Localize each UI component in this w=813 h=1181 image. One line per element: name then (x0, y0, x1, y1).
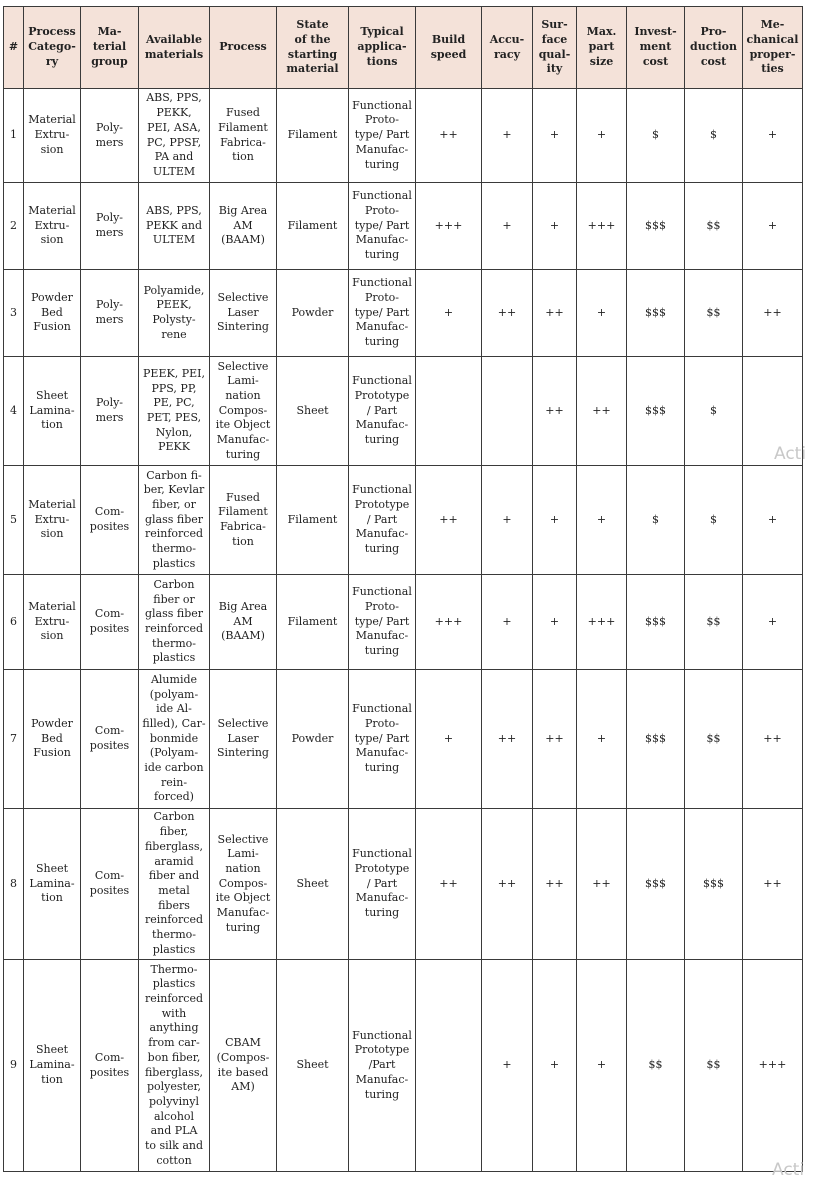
cell-text: $ (710, 128, 717, 142)
table-cell (349, 575, 416, 670)
table-cell (577, 960, 627, 1172)
table-cell (577, 183, 627, 270)
cell-text: $$$ (645, 218, 666, 232)
table-cell (685, 357, 743, 466)
cell-text: CBAM (Compos- ite based AM) (216, 1036, 270, 1094)
table-cell (24, 270, 81, 357)
cell-text: PEEK, PEI, PPS, PP, PE, PC, PET, PES, Nylon, PEKK (143, 366, 205, 454)
table-cell (4, 809, 24, 960)
cell-text: + (502, 512, 512, 526)
table-cell (533, 466, 577, 575)
header-cell: Build speed (416, 7, 482, 89)
cell-text: ++ (545, 305, 564, 319)
cell-text: ++ (763, 876, 782, 890)
cell-text: $$ (706, 305, 721, 319)
table-cell (482, 466, 533, 575)
cell-text: + (767, 218, 778, 232)
header-cell: Max. part size (577, 7, 627, 89)
table-cell (685, 809, 743, 960)
table-cell (482, 960, 533, 1172)
cell-text: + (596, 305, 607, 319)
cell-text: Functional Proto- type/ Part Manufac- turing (352, 276, 412, 349)
cell-text: Material Extru- sion (28, 113, 76, 156)
table-cell (349, 960, 416, 1172)
table-cell (533, 89, 577, 183)
header-cell: Available materials (139, 7, 210, 89)
cell-text: $$ (706, 218, 721, 232)
cell-text: ++ (592, 876, 611, 890)
table-cell (533, 670, 577, 809)
table-cell (349, 89, 416, 183)
table-cell (4, 270, 24, 357)
cell-text: + (549, 128, 560, 142)
table-cell (416, 357, 482, 466)
table-cell (685, 89, 743, 183)
table-cell (743, 89, 803, 183)
table-cell (81, 89, 139, 183)
table-row (4, 575, 803, 670)
table-cell (482, 575, 533, 670)
header-cell: # (4, 7, 24, 89)
table-cell (416, 670, 482, 809)
table-cell (416, 575, 482, 670)
cell-text: Sheet (296, 403, 329, 417)
table-cell (627, 89, 685, 183)
table-cell (533, 270, 577, 357)
cell-text: + (502, 218, 512, 232)
table-cell (743, 809, 803, 960)
header-cell: Typical applica- tions (349, 7, 416, 89)
table-cell (685, 466, 743, 575)
table-cell (743, 270, 803, 357)
cell-text: Com- posites (89, 607, 130, 635)
cell-text: Functional Prototype / Part Manufac- turing (352, 847, 412, 920)
table-cell (81, 466, 139, 575)
table-cell (139, 670, 210, 809)
cell-text: Filament (287, 512, 338, 526)
cell-text: $$$ (703, 876, 724, 890)
cell-text: ++ (592, 403, 611, 417)
table-cell (685, 183, 743, 270)
cell-text: ++ (497, 731, 517, 745)
cell-text: Functional Prototype /Part Manufac- turing (352, 1028, 412, 1101)
table-cell (416, 466, 482, 575)
table-cell (210, 89, 277, 183)
table-cell (139, 575, 210, 670)
cell-text: 7 (10, 731, 17, 745)
cell-text: ++ (545, 731, 564, 745)
cell-text: Powder (291, 731, 334, 745)
cell-text: ++ (439, 128, 458, 142)
table-cell (139, 89, 210, 183)
cell-text: 8 (10, 876, 17, 890)
table-cell (577, 466, 627, 575)
cell-text: $$ (648, 1058, 663, 1072)
table-cell (139, 270, 210, 357)
watermark-text: Acti (772, 1160, 805, 1180)
cell-text: Filament (287, 128, 338, 142)
cell-text: + (549, 512, 560, 526)
cell-text: $$$ (645, 614, 666, 628)
cell-text: + (596, 1058, 607, 1072)
cell-text: Com- posites (89, 505, 130, 533)
table-cell (277, 960, 349, 1172)
table-cell (4, 960, 24, 1172)
table-cell (210, 466, 277, 575)
table-row (4, 466, 803, 575)
cell-text: Big Area AM (BAAM) (218, 203, 268, 247)
cell-text: Sheet Lamina- tion (29, 861, 75, 905)
table-cell (277, 89, 349, 183)
cell-text: Filament (287, 614, 338, 628)
cell-text: Carbon fiber or glass fiber reinforced thermo- plastics (144, 577, 204, 665)
cell-text: $ (710, 403, 717, 417)
table-cell (685, 575, 743, 670)
table-cell (24, 89, 81, 183)
table-cell (743, 670, 803, 809)
table-row (4, 89, 803, 183)
table-cell (349, 357, 416, 466)
table-cell (81, 183, 139, 270)
table-cell (416, 960, 482, 1172)
header-row (4, 7, 803, 89)
cell-text: + (767, 614, 778, 628)
cell-text: 1 (10, 128, 17, 142)
cell-text: 6 (10, 614, 17, 628)
table-cell (210, 809, 277, 960)
table-row (4, 270, 803, 357)
table-cell (210, 960, 277, 1172)
cell-text: ++ (497, 305, 517, 319)
cell-text: +++ (434, 218, 463, 232)
table-cell (627, 960, 685, 1172)
cell-text: Carbon fiber, fiberglass, aramid fiber and metal fibers reinforced thermo- plastics (144, 810, 204, 956)
table-cell (277, 575, 349, 670)
cell-text: $$$ (645, 731, 666, 745)
table-cell (4, 670, 24, 809)
cell-text: $$ (706, 731, 721, 745)
cell-text: Powder Bed Fusion (31, 716, 73, 760)
table-cell (277, 809, 349, 960)
table-cell (24, 670, 81, 809)
table-cell (139, 466, 210, 575)
table-row (4, 960, 803, 1172)
cell-text: + (502, 614, 512, 628)
table-cell (24, 183, 81, 270)
cell-text: Thermo- plastics reinforced with anything from car- bon fiber, fiberglass, polyester, polyvinyl alcohol and PLA to silk and cotton (144, 962, 204, 1167)
cell-text: $$$ (645, 876, 666, 890)
table-cell (81, 357, 139, 466)
cell-text: Com- posites (89, 869, 130, 897)
cell-text: Poly- mers (95, 396, 124, 424)
cell-text: $ (652, 512, 659, 526)
table-cell (482, 670, 533, 809)
header-cell: Invest- ment cost (627, 7, 685, 89)
table-cell (482, 809, 533, 960)
cell-text: Fused Filament Fabrica- tion (218, 490, 268, 548)
cell-text: Selective Lami- nation Compos- ite Object Manufac- turing (215, 359, 271, 461)
table-row (4, 670, 803, 809)
cell-text: ABS, PPS, PEKK, PEI, ASA, PC, PPSF, PA and ULTEM (146, 91, 202, 178)
header-cell: Ma- terial group (81, 7, 139, 89)
cell-text: + (767, 512, 778, 526)
cell-text: +++ (587, 614, 616, 628)
cell-text: +++ (758, 1058, 787, 1072)
table-cell (349, 466, 416, 575)
cell-text: ++ (497, 876, 517, 890)
cell-text: $$ (706, 614, 721, 628)
cell-text: Selective Laser Sintering (217, 716, 269, 760)
table-cell (533, 960, 577, 1172)
table-cell (210, 270, 277, 357)
table-cell (533, 575, 577, 670)
table-cell (685, 270, 743, 357)
table-cell (81, 670, 139, 809)
cell-text: ABS, PPS, PEKK and ULTEM (145, 203, 203, 247)
table-cell (139, 357, 210, 466)
table-cell (4, 357, 24, 466)
table-cell (577, 270, 627, 357)
table-cell (416, 89, 482, 183)
table-cell (743, 960, 803, 1172)
cell-text: 2 (10, 218, 17, 232)
table-cell (743, 183, 803, 270)
table-cell (627, 466, 685, 575)
cell-text: Poly- mers (95, 120, 124, 149)
cell-text: Sheet (296, 876, 329, 890)
table-cell (533, 357, 577, 466)
table-cell (416, 183, 482, 270)
cell-text: Polyamide, PEEK, Polysty- rene (143, 283, 205, 341)
table-cell (743, 466, 803, 575)
cell-text: $$ (706, 1058, 721, 1072)
table-cell (482, 183, 533, 270)
cell-text: + (502, 128, 512, 142)
cell-text: Material Extru- sion (28, 599, 76, 643)
cell-text: Material Extru- sion (28, 203, 76, 247)
table-cell (577, 809, 627, 960)
table-cell (4, 575, 24, 670)
cell-text: Functional Proto- type/ Part Manufac- turing (352, 585, 412, 658)
table-cell (4, 89, 24, 183)
cell-text: Selective Laser Sintering (217, 290, 269, 334)
cell-text: ++ (439, 512, 458, 526)
cell-text: Sheet (296, 1058, 329, 1072)
header-cell: Sur- face qual- ity (533, 7, 577, 89)
cell-text: Functional Proto- type/ Part Manufac- turing (352, 98, 412, 171)
cell-text: + (549, 218, 560, 232)
cell-text: 9 (10, 1058, 17, 1072)
table-cell (416, 270, 482, 357)
table-cell (24, 809, 81, 960)
cell-text: Functional Prototype / Part Manufac- turing (352, 374, 412, 447)
table-row (4, 183, 803, 270)
watermark-text: Acti (774, 444, 807, 464)
table-cell (4, 466, 24, 575)
header-cell: Process Catego- ry (24, 7, 81, 89)
am-process-table (3, 6, 803, 1172)
table-cell (627, 183, 685, 270)
cell-text: Functional Prototype / Part Manufac- turing (352, 483, 412, 556)
table-cell (627, 270, 685, 357)
table-cell (416, 809, 482, 960)
cell-text: 4 (10, 403, 17, 417)
cell-text: ++ (545, 876, 564, 890)
cell-text: Functional Proto- type/ Part Manufac- turing (352, 189, 412, 262)
table-cell (277, 466, 349, 575)
table-cell (577, 575, 627, 670)
table-cell (349, 270, 416, 357)
cell-text: $$$ (645, 403, 666, 417)
table-cell (210, 670, 277, 809)
cell-text: ++ (763, 731, 782, 745)
header-cell: Accu- racy (482, 7, 533, 89)
cell-text: + (549, 1058, 560, 1072)
cell-text: Material Extru- sion (28, 497, 76, 541)
table-cell (81, 575, 139, 670)
table-cell (277, 670, 349, 809)
table-cell (139, 183, 210, 270)
header-cell: State of the starting material (277, 7, 349, 89)
table-cell (482, 89, 533, 183)
table-cell (24, 357, 81, 466)
table-cell (4, 183, 24, 270)
table-cell (277, 270, 349, 357)
cell-text: ++ (763, 305, 782, 319)
header-cell: Pro- duction cost (685, 7, 743, 89)
table-cell (277, 183, 349, 270)
table-cell (210, 575, 277, 670)
table-cell (627, 357, 685, 466)
table-cell (685, 670, 743, 809)
table-cell (139, 809, 210, 960)
table-cell (349, 809, 416, 960)
cell-text: Sheet Lamina- tion (29, 1043, 75, 1086)
table-cell (533, 809, 577, 960)
table-cell (627, 575, 685, 670)
cell-text: Poly- mers (95, 298, 124, 326)
cell-text: 5 (10, 512, 17, 526)
cell-text: + (596, 731, 607, 745)
cell-text: Powder Bed Fusion (31, 290, 73, 334)
cell-text: + (596, 128, 607, 142)
table-row (4, 809, 803, 960)
table-cell (627, 809, 685, 960)
table-cell (685, 960, 743, 1172)
cell-text: Fused Filament Fabrica- tion (218, 106, 268, 164)
cell-text: + (443, 731, 454, 745)
table-cell (533, 183, 577, 270)
table-cell (577, 670, 627, 809)
cell-text: Alumide (polyam- ide Al- filled), Car- bonmide (Polyam- ide carbon rein- forced) (142, 672, 206, 804)
cell-text: + (549, 614, 560, 628)
cell-text: Com- posites (89, 1050, 130, 1079)
cell-text: + (596, 512, 607, 526)
table-cell (24, 575, 81, 670)
table-cell (577, 89, 627, 183)
cell-text: +++ (587, 218, 616, 232)
header-cell: Me- chanical proper- ties (743, 7, 803, 89)
cell-text: + (767, 128, 778, 142)
table-cell (627, 670, 685, 809)
table-cell (24, 960, 81, 1172)
cell-text: Com- posites (89, 724, 130, 752)
table-cell (139, 960, 210, 1172)
cell-text: $ (710, 512, 717, 526)
cell-text: 3 (10, 305, 17, 319)
table-cell (81, 809, 139, 960)
table-row (4, 357, 803, 466)
header-cell: Process (210, 7, 277, 89)
table-cell (210, 183, 277, 270)
table-cell (81, 270, 139, 357)
cell-text: Carbon fi- ber, Kevlar fiber, or glass fiber reinforced thermo- plastics (143, 468, 205, 570)
cell-text: $ (652, 128, 659, 142)
table-cell (577, 357, 627, 466)
table-cell (349, 670, 416, 809)
table-cell (24, 466, 81, 575)
table-cell (277, 357, 349, 466)
cell-text: Filament (287, 218, 338, 232)
table-cell (482, 270, 533, 357)
cell-text: $$$ (645, 305, 666, 319)
cell-text: Functional Proto- type/ Part Manufac- turing (352, 702, 412, 775)
cell-text: ++ (545, 403, 564, 417)
cell-text: ++ (439, 876, 458, 890)
table-cell (210, 357, 277, 466)
cell-text: + (502, 1058, 512, 1072)
table-cell (482, 357, 533, 466)
table-cell (81, 960, 139, 1172)
cell-text: Powder (291, 305, 334, 319)
cell-text: Poly- mers (95, 211, 124, 239)
table-cell (349, 183, 416, 270)
cell-text: Sheet Lamina- tion (29, 388, 75, 432)
cell-text: + (443, 305, 454, 319)
table-cell (743, 575, 803, 670)
cell-text: Selective Lami- nation Compos- ite Object Manufac- turing (215, 832, 271, 934)
cell-text: Big Area AM (BAAM) (218, 599, 268, 643)
cell-text: +++ (434, 614, 463, 628)
